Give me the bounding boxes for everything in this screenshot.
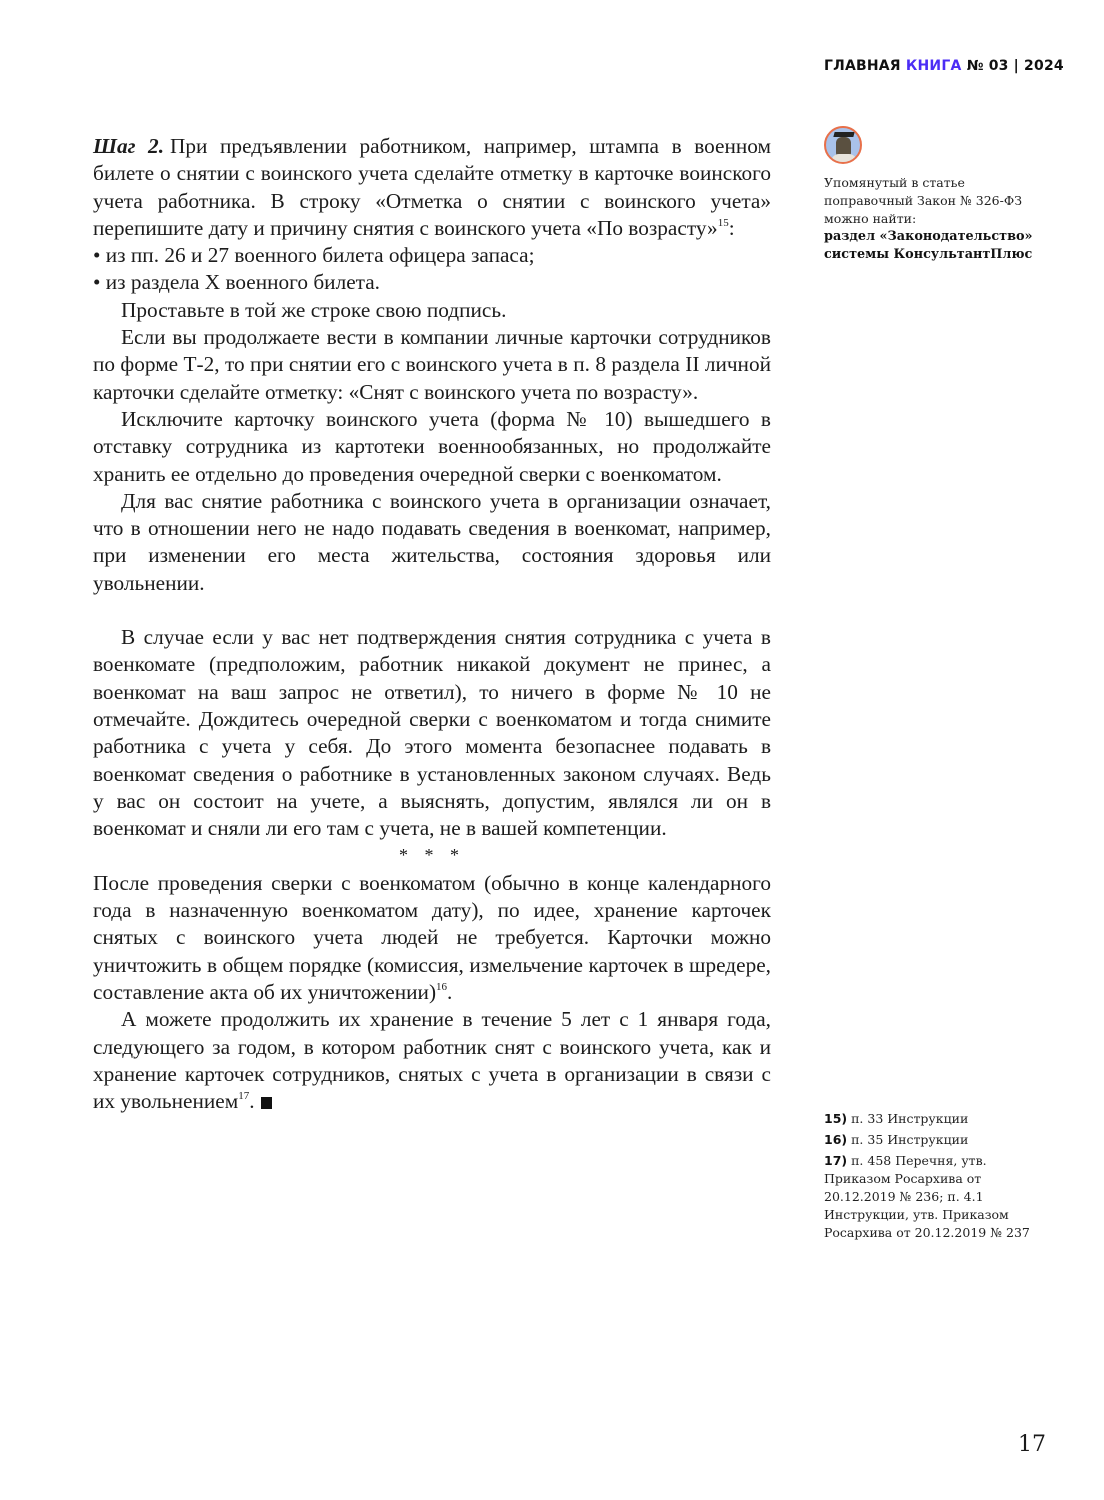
footnote-ref-15[interactable]: 15 bbox=[717, 216, 729, 229]
paragraph: Если вы продолжаете вести в компании личные карточки сотрудников по форме Т-2, то при снятии его с воинского учета в п. 8 раздела II личной карточки сделайте отметку: «Снят с воинского учета по возрасту». bbox=[93, 325, 771, 404]
paragraph: После проведения сверки с военкоматом (обычно в конце календарного года в назначенную военкоматом дату), по идее, хранение карточек снятых с воинского учета людей не требуется. Карточки можно уничтожить в общем порядке (комиссия, измельчение карточек в шредере, составление акта об их уничтожении)$^{16}$. bbox=[93, 870, 771, 1004]
page-number: 17 bbox=[1018, 1432, 1046, 1457]
footnote-item: 15) п. 33 Инструкции bbox=[824, 1111, 969, 1126]
footnote-item: 16) п. 35 Инструкции bbox=[824, 1132, 969, 1147]
sidebar-note-text: Упомянутый в статье поправочный Закон № 326-ФЗ можно найти: bbox=[824, 175, 1022, 226]
professor-avatar-icon bbox=[824, 126, 862, 164]
brand-name-part1: ГЛАВНАЯ bbox=[824, 58, 901, 74]
footnotes bbox=[824, 1110, 1054, 1245]
paragraph: Исключите карточку воинского учета (форма № 10) вышедшего в отставку сотрудника из картотеки военнообязанных, но продолжайте хранить ее отдельно до проведения очередной сверки с военкоматом. bbox=[93, 406, 771, 486]
section-separator: * * * bbox=[399, 845, 465, 866]
step-label: Шаг 2. bbox=[93, 134, 165, 158]
paragraph: А можете продолжить их хранение в течение 5 лет с 1 января года, следующего за годом, в котором работник снят с воинского учета, как и хранение карточек сотрудников, снятых с учета в организации в связи с их увольнением$^{17}$. bbox=[93, 1007, 771, 1114]
paragraph: Для вас снятие работника с воинского учета в организации означает, что в отношении него не надо подавать сведения в военкомат, например, при изменении его места жительства, состояния здоровья или увольнении. bbox=[93, 488, 771, 595]
footnote-ref-17[interactable]: 17 bbox=[238, 1090, 250, 1103]
brand-name-part2: КНИГА bbox=[905, 58, 962, 74]
sidebar-note bbox=[824, 126, 1054, 264]
magazine-header bbox=[824, 58, 1064, 74]
paragraph-step-2: Шаг 2. При предъявлении работником, например, штампа в военном билете о снятии с воинского учета сделайте отметку в карточке воинского учета работника. В строку «Отметка о снятии с воинского учета» перепишите дату и причину снятия с воинского учета «По возрасту»$^{15}$: bbox=[93, 134, 771, 240]
footnote-ref-16[interactable]: 16 bbox=[436, 980, 448, 993]
article-body bbox=[93, 133, 771, 1115]
paragraph: Проставьте в той же строке свою подпись. bbox=[121, 297, 507, 322]
end-of-article-mark bbox=[261, 1097, 272, 1109]
bullet-item: • из пп. 26 и 27 военного билета офицера запаса; bbox=[93, 243, 535, 268]
footnote-item: 17) п. 458 Перечня, утв. Приказом Росархива от 20.12.2019 № 236; п. 4.1 Инструкции, утв. Приказом Росархива от 20.12.2019 № 237 bbox=[824, 1153, 1030, 1240]
paragraph: В случае если у вас нет подтверждения снятия сотрудника с учета в военкомате (предположим, работник никакой документ не принес, а военкомат на ваш запрос не ответил), то ничего в форме № 10 не отмечайте. Дождитесь очередной сверки с военкоматом и тогда снимите работника с учета у себя. До этого момента безопаснее подавать в военкомат сведения о работнике в установленных законом случаях. Ведь у вас он состоит на учете, а выяснять, допустим, являлся ли он в военкомат и сняли ли его там с учета, не в вашей компетенции. bbox=[93, 625, 771, 841]
sidebar-note-link[interactable]: раздел «Законодательство» системы КонсультантПлюс bbox=[824, 229, 1033, 262]
issue-number: № 03 | 2024 bbox=[966, 58, 1064, 74]
bullet-item: • из раздела X военного билета. bbox=[93, 270, 380, 295]
